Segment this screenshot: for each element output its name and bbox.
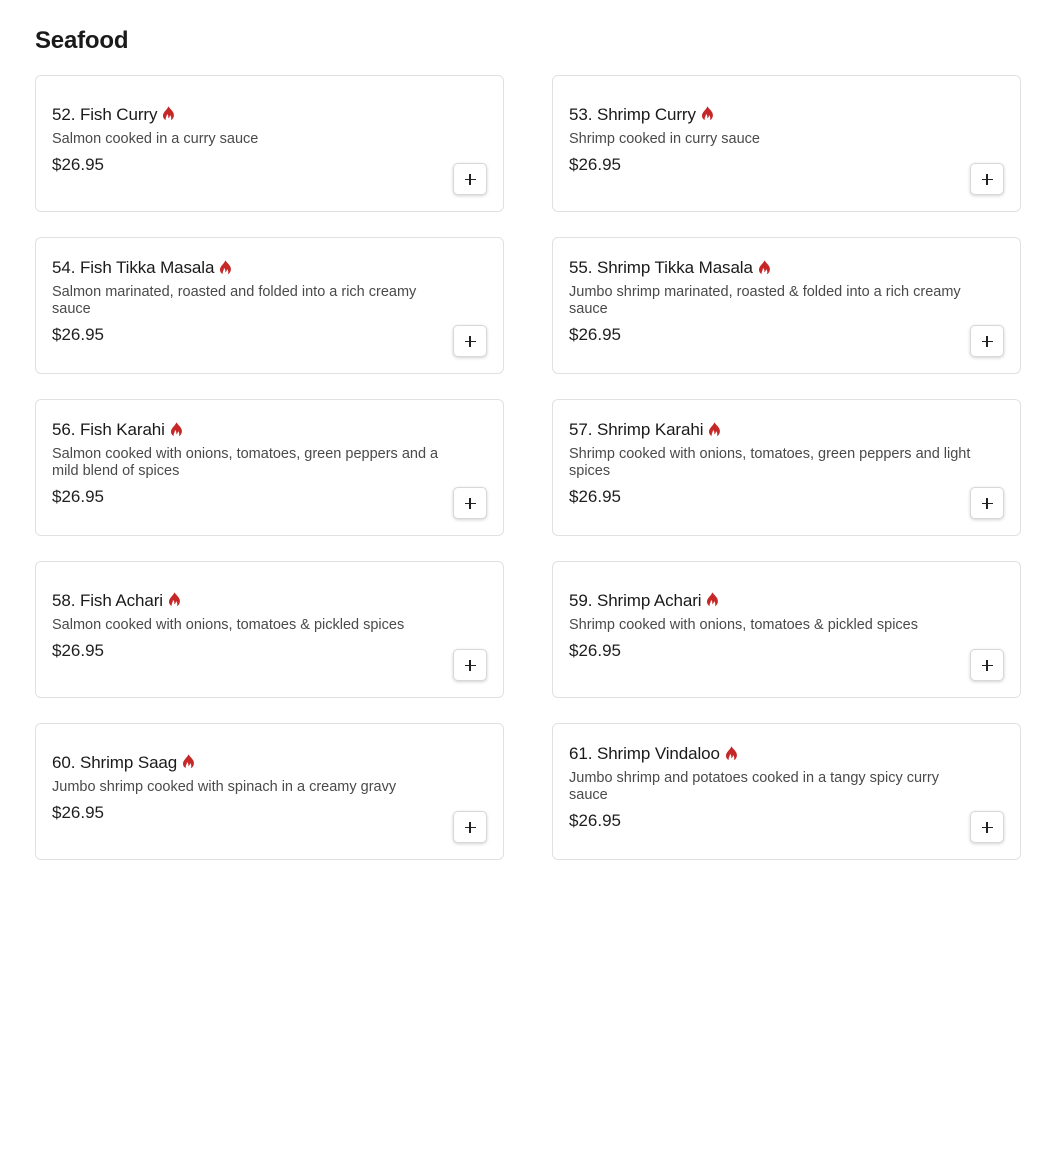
plus-icon [982,498,993,509]
flame-icon [708,422,721,437]
plus-icon [982,660,993,671]
item-name-row [52,590,487,612]
item-name: 60. Shrimp Saag [52,752,178,772]
item-name: 54. Fish Tikka Masala [52,258,215,277]
item-price: $26.95 [52,154,104,174]
flame-icon [758,260,771,275]
item-name: 55. Shrimp Tikka Masala [569,258,753,277]
menu-item-card[interactable] [552,237,1021,374]
add-item-button[interactable] [970,811,1004,843]
menu-item-card[interactable] [35,75,504,212]
add-item-button[interactable] [453,487,487,519]
menu-item-card[interactable] [35,723,504,860]
menu-item-card[interactable] [552,561,1021,698]
menu-item-card[interactable] [35,561,504,698]
menu-item-card[interactable] [552,723,1021,860]
item-description: Salmon cooked with onions, tomatoes & pickled spices [52,616,405,633]
item-price: $26.95 [569,325,621,344]
flame-icon [706,592,719,607]
item-description: Jumbo shrimp marinated, roasted & folded into a rich creamy sauce [569,284,961,317]
section-title: Seafood [35,27,129,54]
plus-icon [465,822,476,833]
item-name: 61. Shrimp Vindaloo [569,744,720,763]
item-price: $26.95 [52,325,104,344]
menu-item-card[interactable] [35,399,504,536]
item-name-row [569,104,1004,126]
item-price: $26.95 [52,487,104,506]
flame-icon [725,746,738,761]
item-price: $26.95 [52,802,104,822]
add-item-button[interactable] [453,811,487,843]
flame-icon [162,106,175,121]
item-description: Salmon cooked with onions, tomatoes, green peppers and a mild blend of spices [52,446,439,479]
menu-item-card[interactable] [552,75,1021,212]
plus-icon [982,336,993,347]
plus-icon [982,174,993,185]
add-item-button[interactable] [970,487,1004,519]
item-name-row [569,257,1004,279]
item-price: $26.95 [569,640,621,660]
item-description: Jumbo shrimp cooked with spinach in a creamy gravy [52,778,397,795]
item-price: $26.95 [52,640,104,660]
item-description: Jumbo shrimp and potatoes cooked in a tangy spicy curry sauce [569,770,939,803]
add-item-button[interactable] [970,325,1004,357]
item-name-row [52,104,487,126]
item-name: 56. Fish Karahi [52,420,165,439]
add-item-button[interactable] [453,325,487,357]
item-description: Salmon cooked in a curry sauce [52,130,259,147]
item-name-row [569,590,1004,612]
item-name: 52. Fish Curry [52,104,158,124]
menu-items-grid [35,75,1021,860]
plus-icon [982,822,993,833]
flame-icon [701,106,714,121]
item-name: 59. Shrimp Achari [569,590,702,610]
menu-item-card[interactable] [552,399,1021,536]
add-item-button[interactable] [453,649,487,681]
plus-icon [465,336,476,347]
item-name-row [52,419,487,441]
flame-icon [182,754,195,769]
item-name: 53. Shrimp Curry [569,104,696,124]
item-name-row [569,419,1004,441]
menu-item-card[interactable] [35,237,504,374]
plus-icon [465,660,476,671]
item-name-row [52,257,487,279]
item-price: $26.95 [569,154,621,174]
item-description: Shrimp cooked in curry sauce [569,130,760,147]
item-price: $26.95 [569,811,621,830]
item-name: 57. Shrimp Karahi [569,420,704,439]
flame-icon [219,260,232,275]
add-item-button[interactable] [970,649,1004,681]
plus-icon [465,498,476,509]
add-item-button[interactable] [970,163,1004,195]
item-name-row [52,752,487,774]
add-item-button[interactable] [453,163,487,195]
item-name: 58. Fish Achari [52,590,163,610]
flame-icon [168,592,181,607]
flame-icon [170,422,183,437]
plus-icon [465,174,476,185]
item-description: Salmon marinated, roasted and folded into a rich creamy sauce [52,284,417,317]
item-description: Shrimp cooked with onions, tomatoes, green peppers and light spices [569,446,971,479]
item-name-row [569,743,1004,765]
item-price: $26.95 [569,487,621,506]
item-description: Shrimp cooked with onions, tomatoes & pickled spices [569,616,918,633]
